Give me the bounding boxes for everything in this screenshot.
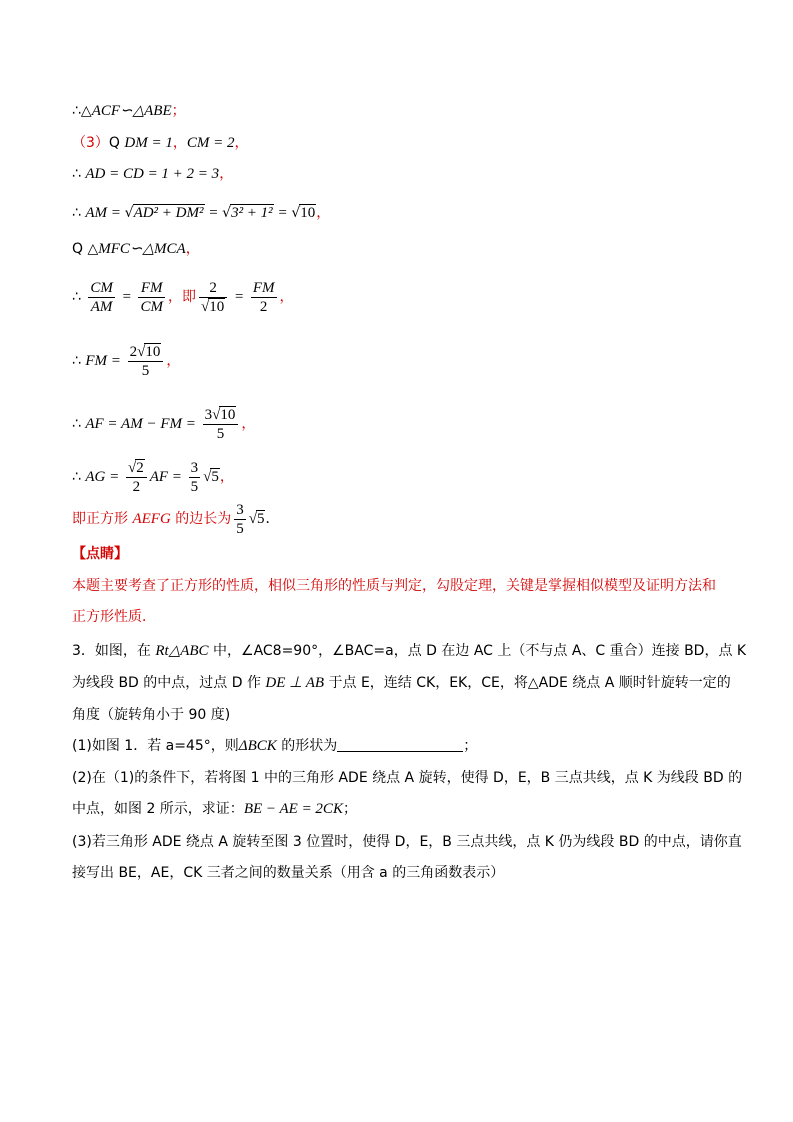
therefore-symbol: ∴ xyxy=(72,289,86,305)
because-symbol: Q xyxy=(108,135,125,151)
punctuation: ， xyxy=(241,416,256,432)
punctuation: ； xyxy=(171,103,186,119)
because-symbol: Q △ xyxy=(72,241,99,257)
fraction-fm-cm: $\frac{FM}{CM}$ xyxy=(140,279,163,315)
radicand-2: 3² + 1² xyxy=(231,205,273,221)
punctuation: ， xyxy=(219,166,234,182)
solution-line-3 xyxy=(72,164,233,184)
punctuation: ， xyxy=(185,241,200,257)
ad-equation: AD = CD = 1 + 2 = 3 xyxy=(85,166,220,182)
question-1 xyxy=(72,736,477,756)
solution-line-1 xyxy=(72,101,186,121)
fraction-fm-value: $\frac{2√10}{5}$ xyxy=(128,343,164,380)
fraction-root2-2: $\frac{√2}{2}$ xyxy=(126,459,147,496)
therefore-symbol: ∴ xyxy=(72,416,86,432)
solution-line-8 xyxy=(72,404,255,444)
triangle-name: ΔBCK xyxy=(238,738,277,754)
proof-equation: BE − AE = 2CK xyxy=(243,801,343,817)
part-label: （3） xyxy=(72,135,109,151)
punctuation: ； xyxy=(463,738,478,754)
fraction-3-5: $\frac{3}{5}$ xyxy=(236,501,244,537)
punctuation: ， xyxy=(316,205,331,221)
equals: = xyxy=(204,205,223,221)
problem-line-2 xyxy=(72,673,731,693)
fraction-fm-2: $\frac{FM}{2}$ xyxy=(252,279,275,315)
radicand-3: 10 xyxy=(300,205,316,221)
therefore-symbol: ∴△ xyxy=(72,103,92,119)
question-3-line-1: (3)若三角形 ADE 绕点 A 旋转至图 3 位置时，使得 D，E，B 三点共线，点 K 仍为线段 BD 的中点，请你直 xyxy=(72,834,742,850)
solution-line-4: ∴ AM = √AD² + DM² = √3² + 1² = √10， xyxy=(72,205,331,221)
punctuation: ， xyxy=(219,469,234,485)
solution-line-9: ∴ AG = $\frac{√2}{2}$ AF = $\frac{3}{5}$ √5， xyxy=(72,459,234,495)
am-label: AM = xyxy=(85,205,125,221)
problem-text: 中，∠AC8=90°，∠BAC=a，点 D 在边 AC 上（不与点 A、C 重合）连接 BD，点 K xyxy=(208,643,747,659)
perpendicular-statement: DE ⊥ AB xyxy=(265,675,325,691)
cm-value: CM = 2 xyxy=(186,135,235,151)
fm-label: FM = xyxy=(85,353,125,369)
punctuation: ， xyxy=(234,135,249,151)
therefore-symbol: ∴ xyxy=(72,166,86,182)
problem-text: 于点 E，连结 CK，EK，CE，将△ADE 绕点 A 顺时针旋转一定的 xyxy=(324,675,731,691)
question-text: (1)如图 1．若 a=45°，则 xyxy=(72,738,239,754)
equals: = xyxy=(230,289,248,305)
question-2-line-2 xyxy=(72,799,357,819)
conclusion-text: 的边长为 xyxy=(170,511,232,527)
similar-triangles-statement: MFC∽△MCA xyxy=(98,241,186,257)
dm-value: DM = 1 xyxy=(124,135,173,151)
ag-label: AG = xyxy=(85,469,123,485)
triangle-name: Rt△ABC xyxy=(155,643,209,659)
question-text: 中点，如图 2 所示，求证： xyxy=(72,801,244,817)
af-label: AF = xyxy=(149,469,186,485)
problem-text: 为线段 BD 的中点，过点 D 作 xyxy=(72,675,266,691)
punctuation: ； xyxy=(342,801,357,817)
similar-triangles-statement: ACF∽△ABE xyxy=(91,103,172,119)
problem-line-3: 角度（旋转角小于 90 度) xyxy=(72,707,231,723)
fraction-2-root10: $\frac{2}{√10}$ xyxy=(199,279,227,316)
punctuation: ， xyxy=(172,135,187,151)
comment-heading: 【点睛】 xyxy=(72,546,128,562)
solution-line-7 xyxy=(72,341,180,381)
fraction-3-5: $\frac{3}{5}$ xyxy=(190,459,199,495)
punctuation: ， xyxy=(279,289,294,305)
question-2-line-1: (2)在（1)的条件下，若将图 1 中的三角形 ADE 绕点 A 旋转，使得 D，E，B 三点共线，点 K 为线段 BD 的 xyxy=(72,770,743,786)
equals: = xyxy=(117,289,136,305)
comment-body-line-1: 本题主要考查了正方形的性质，相似三角形的性质与判定，勾股定理，关键是掌握相似模型及证明方法和 xyxy=(72,578,716,594)
equals: = xyxy=(273,205,292,221)
solution-line-6 xyxy=(72,277,294,317)
fraction-cm-am: $\frac{CM}{AM}$ xyxy=(90,279,113,315)
radicand: 5 xyxy=(256,511,265,527)
answer-blank[interactable] xyxy=(337,737,463,752)
conclusion-text: 即正方形 xyxy=(72,511,133,527)
solution-line-2 xyxy=(72,133,248,153)
question-text: 的形状为 xyxy=(276,738,338,754)
radicand: 5 xyxy=(211,469,219,485)
question-3-line-2: 接写出 BE，AE，CK 三者之间的数量关系（用含 a 的三角函数表示） xyxy=(72,865,505,881)
problem-line-1 xyxy=(72,641,746,661)
comment-body-line-2: 正方形性质． xyxy=(72,609,156,625)
problem-text: 3．如图，在 xyxy=(72,643,156,659)
solution-conclusion: 即正方形 AEFG 的边长为 $\frac{3}{5}$ √5． xyxy=(72,501,280,537)
therefore-symbol: ∴ xyxy=(72,469,86,485)
connector-text: ，即 xyxy=(167,289,196,305)
punctuation: ， xyxy=(166,353,181,369)
radicand-1: AD² + DM² xyxy=(133,205,204,221)
punctuation: ． xyxy=(265,511,280,527)
fraction-af-value: $\frac{3√10}{5}$ xyxy=(203,406,239,443)
af-equation: AF = AM − FM = xyxy=(85,416,200,432)
therefore-symbol: ∴ xyxy=(72,353,86,369)
solution-line-5 xyxy=(72,239,200,259)
therefore-symbol: ∴ xyxy=(72,205,86,221)
square-name: AEFG xyxy=(132,511,171,527)
